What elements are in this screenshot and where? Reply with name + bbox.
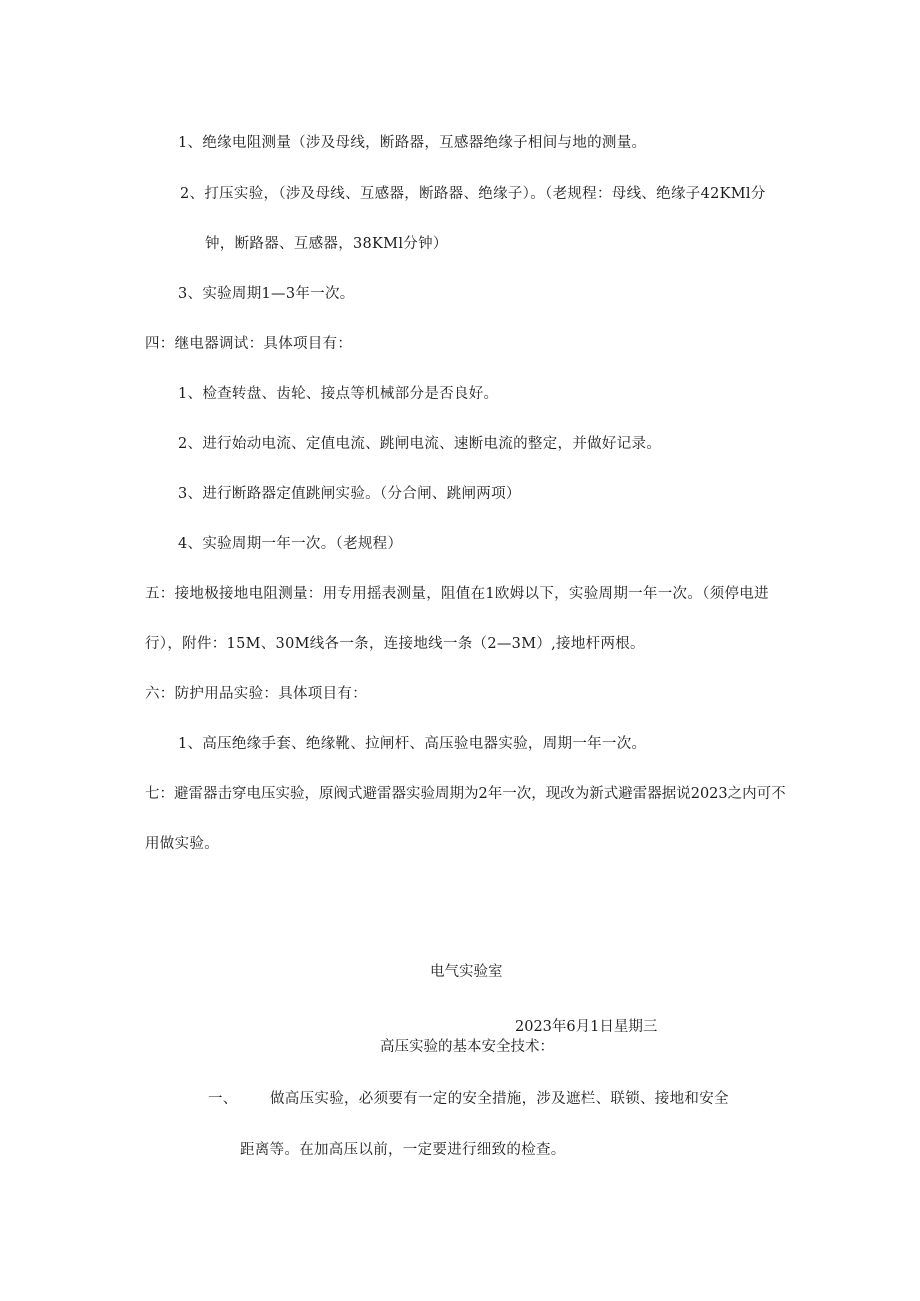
signature-date: 2023年6月1日星期三 [515,1019,658,1035]
s3-item2-line1: 2、打压实验，（涉及母线、互感器，断路器、绝缘子）。（老规程：母线、绝缘子42KMl分 [180,186,766,202]
s4-item2: 2、进行始动电流、定值电流、跳闸电流、速断电流的整定，并做好记录。 [178,436,662,452]
s4-heading: 四：继电器调试：具体项目有： [145,336,353,352]
s6-item1: 1、高压绝缘手套、绝缘靴、拉闸杆、高压验电器实验，周期一年一次。 [178,736,647,752]
s5-line1: 五：接地极接地电阻测量：用专用摇表测量，阻值在1欧姆以下，实验周期一年一次。（须停电进 [145,586,769,602]
next-doc-item1-line1: 做高压实验，必须要有一定的安全措施，涉及遮栏、联锁、接地和安全 [270,1091,729,1107]
s6-heading: 六：防护用品实验：具体项目有： [145,686,367,702]
next-doc-item1-number: 一、 [208,1091,238,1107]
s7-line2: 用做实验。 [145,836,219,852]
s3-item1: 1、绝缘电阻测量（涉及母线，断路器，互感器绝缘子相间与地的测量。 [178,135,647,151]
s4-item4: 4、实验周期一年一次。（老规程） [178,536,403,552]
s3-item3: 3、实验周期1—3年一次。 [178,286,355,302]
signature-org: 电气实验室 [430,964,503,980]
s4-item3: 3、进行断路器定值跳闸实验。（分合闸、跳闸两项） [178,486,521,502]
s7-line1: 七：避雷器击穿电压实验，原阀式避雷器实验周期为2年一次，现改为新式避雷器据说2023之内可不 [145,786,786,802]
next-doc-title: 高压实验的基本安全技术： [380,1039,554,1055]
s5-line2: 行），附件：15M、30M线各一条，连接地线一条（2—3M）,接地杆两根。 [145,636,645,652]
s4-item1: 1、检查转盘、齿轮、接点等机械部分是否良好。 [178,386,499,402]
s3-item2-line2: 钟，断路器、互感器，38KMl分钟） [205,236,448,252]
next-doc-item1-line2: 距离等。在加高压以前，一定要进行细致的检查。 [240,1142,566,1158]
